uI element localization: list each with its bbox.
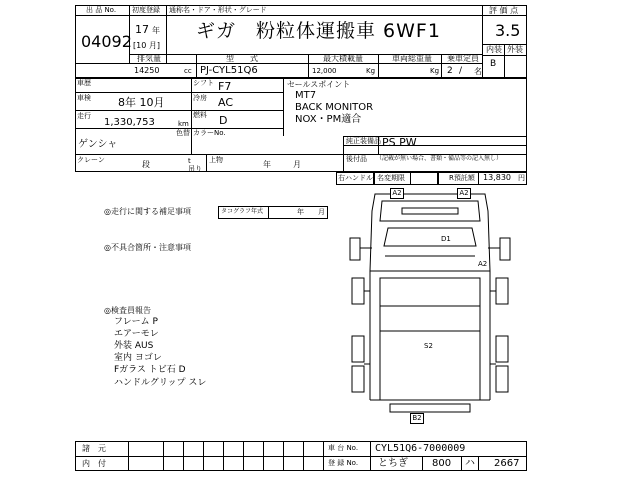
reg-number: 2667 [494, 458, 520, 469]
divider [196, 54, 197, 78]
capacity-label: 乗車定員 [447, 54, 479, 63]
vehicle-type-label: 車歴 [77, 79, 91, 87]
windshield [384, 228, 476, 246]
wheel [496, 336, 508, 362]
options-label: 後付品 [346, 155, 367, 163]
divider [75, 92, 283, 93]
damage-mark: A2 [478, 260, 488, 268]
interior-grade: B [490, 59, 497, 69]
defects-label: ◎不具合箇所・注意事項 [104, 243, 191, 252]
color-value: ゲンシャ [78, 139, 118, 150]
wheel [496, 366, 508, 392]
lot-label: 出 品 No. [86, 6, 117, 14]
equipment-value: PS PW [382, 136, 417, 149]
inspector-line: エアーモレ [114, 329, 159, 339]
reg-class: 800 [432, 458, 452, 469]
inspector-line: ハンドルグリップ スレ [114, 378, 207, 388]
inspector-line: 室内 ヨゴレ [114, 353, 162, 363]
reg-kana: ハ [465, 458, 475, 469]
damage-mark: D1 [441, 235, 451, 243]
weight-label: 車両総重量 [392, 54, 432, 63]
crane-stage: 段 [142, 160, 150, 169]
equipment-label: 純正装備品 [346, 137, 381, 145]
upper-label: 上物 [209, 156, 223, 164]
divider [461, 456, 462, 471]
score-label: 評 価 点 [489, 6, 519, 15]
divider [75, 110, 283, 111]
capacity-value: 2 [447, 66, 453, 76]
km-unit: km [178, 120, 189, 128]
ac-value: AC [218, 96, 234, 109]
inspector-line: Fガラス トビ石 D [114, 365, 186, 375]
fuel-label: 燃料 [193, 111, 207, 119]
lot-number: 04092 [81, 32, 132, 51]
body-outline [380, 278, 480, 400]
upper-month: 月 [293, 160, 301, 169]
divider [206, 154, 207, 172]
sales-label: セールスポイント [287, 80, 351, 89]
reg-month: [10 月] [133, 41, 160, 50]
shift-label: シフト [193, 79, 214, 87]
fuel-value: D [219, 114, 228, 127]
divider [223, 441, 224, 471]
options-note: （記載が無い場合、書類・備品等の記入無し） [376, 155, 503, 162]
upper-year: 年 [263, 160, 271, 169]
reg-year: 17 [135, 23, 149, 36]
sales-line: BACK MONITOR [295, 102, 374, 113]
divider [163, 441, 164, 471]
yen-unit: 円 [518, 174, 525, 182]
divider [478, 172, 479, 185]
divider [343, 136, 344, 172]
divider [308, 54, 309, 78]
divider [323, 441, 324, 471]
grille [402, 208, 458, 214]
inspection-value: 8年 10月 [118, 96, 165, 109]
driving-notes-label: ◎走行に関する補足事項 [104, 207, 191, 216]
tacho-year: 年 [297, 208, 304, 216]
divider [478, 456, 479, 471]
vehicle-name: ギガ 粉粒体運搬車 6WF1 [196, 20, 441, 42]
damage-mark: S2 [424, 342, 433, 350]
divider [441, 54, 442, 78]
crane-ton: t 吊り [188, 157, 202, 173]
displacement-value: 14250 [134, 66, 160, 75]
model-grade-label: 通称名・ドア・形状・グレード [169, 6, 267, 14]
ac-label: 冷房 [193, 94, 207, 102]
divider [75, 456, 527, 457]
damage-mark: A2 [390, 188, 404, 199]
name-change-label: 名変期限 [377, 174, 405, 182]
inspector-line: 外装 AUS [114, 341, 154, 351]
mileage-label: 走行 [77, 112, 91, 120]
divider [422, 456, 423, 471]
divider [75, 15, 527, 16]
mirror-right [500, 238, 510, 260]
recycle-label: R預託額 [449, 174, 475, 182]
divider [370, 441, 371, 471]
cc-unit: cc [184, 67, 192, 75]
max-load-value: 12,000 [312, 67, 337, 75]
divider [283, 78, 284, 136]
recycle-value: 13,830 [483, 173, 511, 182]
damage-mark: A2 [457, 188, 471, 199]
crane-label: クレーン [77, 156, 105, 164]
model-label: 型 式 [226, 54, 258, 63]
chassis-number: CYL51Q6-7000009 [375, 443, 466, 454]
divider [243, 441, 244, 471]
row-label: 諸 元 [82, 444, 106, 453]
max-load-label: 最大積載量 [323, 54, 363, 63]
wheel [352, 278, 364, 304]
divider [263, 441, 264, 471]
divider [410, 172, 411, 185]
inspection-label: 車検 [77, 94, 91, 102]
model-value: PJ-CYL51Q6 [200, 65, 258, 76]
shift-value: F7 [218, 80, 232, 93]
cab-outline [370, 194, 490, 271]
tacho-month: 月 [318, 208, 325, 216]
rear-bumper [390, 404, 470, 412]
capacity-unit: 名 [474, 67, 482, 76]
handle-value: 右ハンドル [338, 174, 373, 182]
divider [283, 441, 284, 471]
kg-unit: Kg [366, 67, 376, 75]
divider [128, 441, 129, 471]
damage-mark: B2 [410, 413, 424, 424]
cab-inner [380, 201, 480, 221]
wheel [352, 336, 364, 362]
first-reg-label: 初度登録 [132, 6, 160, 14]
sales-line: MT7 [295, 90, 317, 101]
divider [378, 54, 379, 78]
divider [203, 441, 204, 471]
registration-label: 登 録 No. [328, 459, 359, 467]
wheel [496, 278, 508, 304]
exterior-label: 外装 [507, 45, 523, 54]
divider [183, 441, 184, 471]
inspector-label: ◎検査員報告 [104, 306, 151, 315]
divider [343, 145, 527, 146]
capacity-slash: / [459, 66, 463, 76]
wheel [352, 366, 364, 392]
divider [191, 78, 192, 154]
kg-unit: Kg [430, 67, 440, 75]
divider [268, 206, 269, 219]
reg-region: とちぎ [378, 458, 408, 469]
divider [504, 44, 505, 78]
interior-label: 内装 [486, 45, 502, 54]
divider [303, 441, 304, 471]
divider [129, 63, 482, 64]
mirror-left [350, 238, 360, 260]
divider [75, 63, 129, 64]
color-no-label: カラーNo. [193, 129, 226, 137]
score-value: 3.5 [495, 21, 521, 40]
sales-line: NOX・PM適合 [295, 114, 362, 125]
mileage-value: 1,330,753 [104, 117, 155, 128]
inspector-line: フレーム P [114, 317, 158, 327]
row-label: 内 付 [82, 459, 106, 468]
tacho-label: タコグラフ年式 [221, 208, 264, 215]
reg-year-unit: 年 [152, 26, 160, 35]
chassis-label: 車 台 No. [328, 444, 359, 452]
truck-diagram [330, 186, 530, 436]
displacement-label: 排気量 [137, 54, 161, 63]
divider [482, 5, 483, 78]
color-change-label: 色替 [176, 129, 190, 137]
